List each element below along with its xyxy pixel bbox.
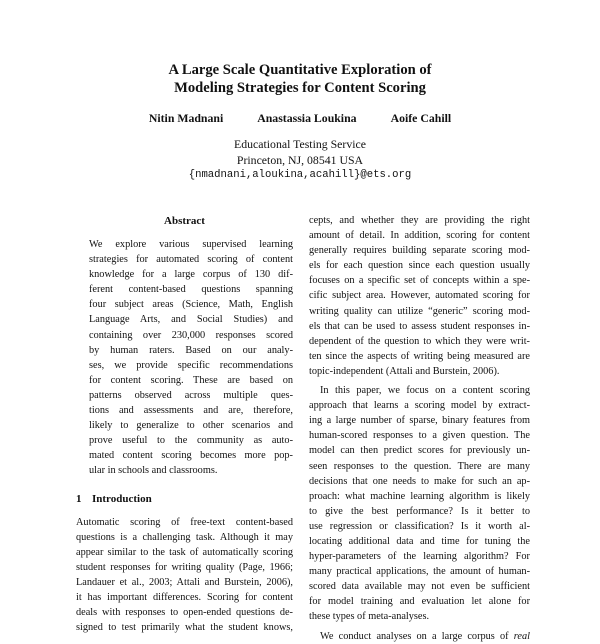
author-email: {nmadnani,aloukina,acahill}@ets.org: [188, 169, 412, 181]
body-line: focuses on a specific set of concepts within a spe-: [309, 275, 530, 287]
body-line: decisions that one needs to make for such an ap-: [309, 475, 530, 487]
body-line: Landauer et al., 2003; Attali and Burstein, 2006),: [76, 576, 293, 588]
abstract-line: knowledge for a large corpus of 130 dif-: [89, 269, 293, 281]
emphasized-word: real: [513, 630, 530, 642]
left-column: [76, 214, 293, 635]
abstract-line: ular in schools and classrooms.: [89, 465, 218, 477]
body-line: locating additional data and time for tuning the: [309, 535, 530, 547]
body-line: scored data available may not even be sufficient: [309, 581, 530, 593]
body-line: generally requires building separate scoring mod-: [309, 245, 530, 257]
body-line: appear similar to the task of automatically scoring: [76, 546, 293, 558]
body-line: ing a large number of sparse, binary features from: [309, 415, 530, 427]
body-line: els for each question since each question usually: [309, 260, 530, 272]
body-line: many practical applications, the amount of human-: [309, 566, 530, 578]
section-heading-introduction: [76, 492, 293, 506]
title-line-1: A Large Scale Quantitative Exploration of: [168, 62, 432, 78]
title-line-2: Modeling Strategies for Content Scoring: [174, 80, 426, 96]
affiliation-location: Princeton, NJ, 08541 USA: [236, 152, 364, 167]
intro-paragraph-1: [309, 213, 530, 379]
body-line: Automatic scoring of free-text content-based: [76, 516, 293, 528]
body-line: deals with responses to open-ended questions de-: [76, 607, 293, 619]
intro-body-left: [76, 515, 293, 636]
abstract-line: strategies for automated scoring of content: [89, 254, 293, 266]
abstract-line: by human raters. Based on our analy-: [89, 344, 293, 356]
abstract-line: ses, we provide specific recommendations: [89, 359, 293, 371]
body-line: writing quality can utilize “generic” scoring mod-: [309, 305, 530, 317]
section-title: Introduction: [92, 492, 152, 505]
section-number: 1: [76, 492, 82, 505]
author-list: [0, 111, 600, 125]
body-line: for model training and evaluation let alone for: [309, 596, 530, 608]
intro-paragraph-3: [309, 629, 530, 644]
abstract-line: Language Arts, and Social Studies) and: [89, 314, 293, 326]
body-line: it has important differences. Scoring for content: [76, 591, 293, 603]
abstract-line: We explore various supervised learning: [89, 239, 293, 250]
intro-paragraph-2: [309, 383, 530, 625]
author-name: Aoife Cahill: [390, 111, 452, 125]
abstract-heading: Abstract: [164, 215, 205, 227]
body-line: ten since the aspects of writing being measured are: [309, 350, 530, 362]
body-line: cific subject area. However, automated scoring for: [309, 290, 530, 302]
body-line: human-scored responses to a given question. The: [309, 430, 530, 442]
body-line: amount of detail. In addition, scoring for content: [309, 230, 530, 242]
body-line: these types of meta-analyses.: [309, 611, 430, 623]
abstract-line: containing over 230,000 responses scored: [89, 329, 293, 341]
body-line: topic-independent (Attali and Burstein, 2006).: [309, 365, 500, 377]
abstract-line: for content scoring. These are based on: [89, 374, 293, 386]
abstract-body: [76, 237, 293, 479]
body-line: to give the best performance? Is it better to: [309, 505, 530, 517]
body-line: model can then predict scores for previously un-: [309, 445, 530, 457]
affiliation: [0, 137, 600, 184]
body-line: dependent of the question to which they were writ-: [309, 335, 530, 347]
author-name: Anastassia Loukina: [257, 111, 357, 125]
author-name: Nitin Madnani: [148, 111, 224, 125]
right-column: [309, 213, 530, 644]
body-line: proach: what machine learning algorithm is likely: [309, 490, 530, 502]
abstract-line: ferent content-based questions spanning: [89, 284, 293, 296]
body-line: approach that learns a scoring model by extract-: [309, 400, 530, 412]
body-line: cepts, and whether they are providing the right: [309, 215, 530, 226]
abstract-line: patterns observed across multiple ques-: [89, 389, 293, 401]
abstract-line: likely to generalize to other scenarios and: [89, 420, 293, 432]
body-line: student responses for writing quality (Page, 1966;: [76, 561, 293, 573]
body-line: use regression or classification? Is it worth al-: [309, 520, 530, 532]
body-line: seen responses to the question. There are many: [309, 460, 530, 472]
affiliation-org: Educational Testing Service: [234, 137, 366, 151]
body-line: In this paper, we focus on a content scoring: [320, 385, 530, 397]
abstract-line: four subject areas (Science, Math, English: [89, 299, 293, 311]
abstract-line: tions and assessments and are, therefore,: [89, 405, 293, 417]
paper-title: [0, 61, 600, 97]
body-line: els that can be used to assess student responses in-: [309, 320, 530, 332]
body-line: questions is a challenging task. Although it may: [76, 531, 293, 543]
abstract-line: mated content scoring becomes more pop-: [89, 450, 293, 462]
abstract-line: prove useful to the community as auto-: [89, 435, 293, 447]
body-line: hyper-parameters of the learning algorithm? For: [309, 551, 530, 563]
body-text: We conduct analyses on a large corpus of: [320, 630, 509, 642]
body-line: signed to test primarily what the student knows,: [76, 622, 293, 634]
